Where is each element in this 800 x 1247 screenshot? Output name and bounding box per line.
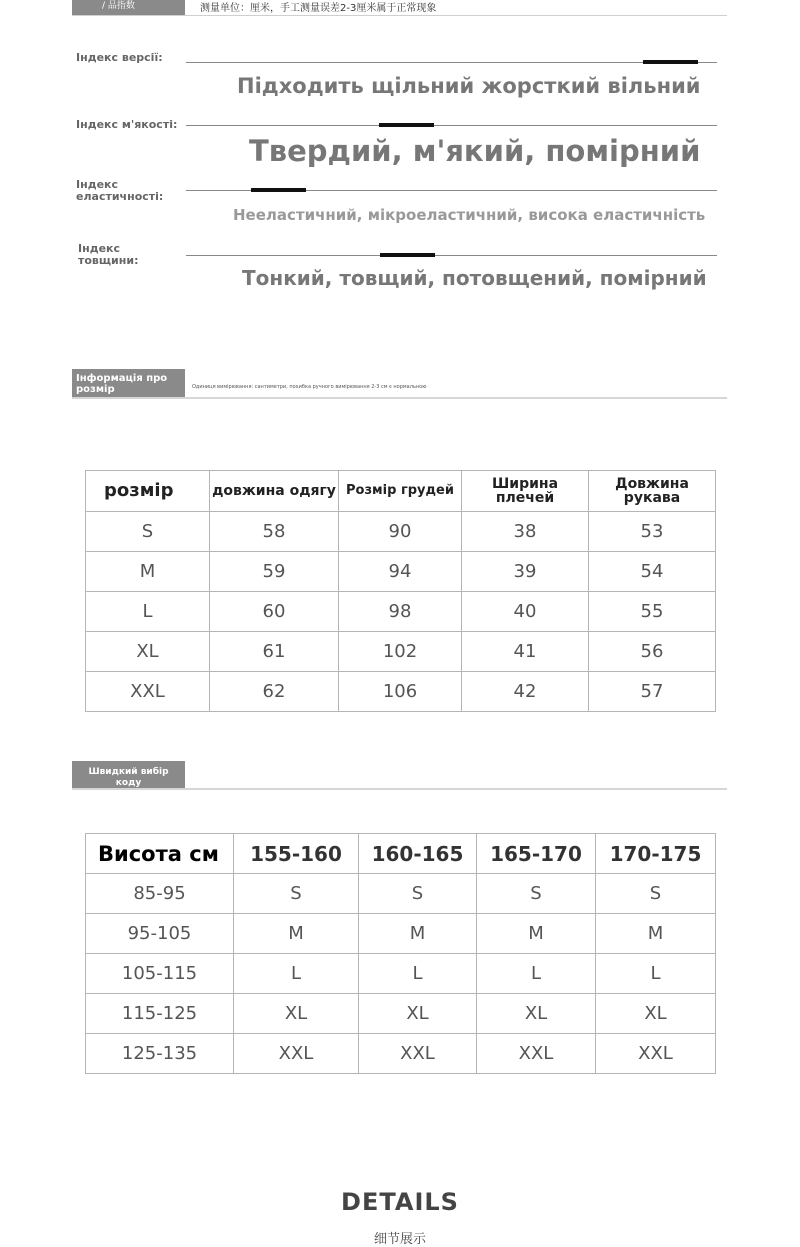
size-info-tab <box>72 369 185 398</box>
table-cell: 38 <box>462 512 589 552</box>
quick-select-tab <box>72 761 185 790</box>
table-cell: 102 <box>339 632 462 672</box>
table-cell: XXL <box>234 1034 359 1074</box>
details-title: DETAILS <box>341 1188 459 1216</box>
table-cell: 41 <box>462 632 589 672</box>
table-cell: L <box>359 954 477 994</box>
table-row <box>86 874 716 914</box>
elasticity-index-label: Індекс еластичності: <box>76 178 164 203</box>
table-cell: 39 <box>462 552 589 592</box>
table-row <box>86 552 716 592</box>
table-cell: 59 <box>210 552 339 592</box>
table-cell: XL <box>477 994 596 1034</box>
table-cell: XL <box>596 994 716 1034</box>
table-row <box>86 954 716 994</box>
quick-size-table <box>85 833 716 1074</box>
table-cell: 55 <box>589 592 716 632</box>
table-cell: 56 <box>589 632 716 672</box>
table-cell: S <box>359 874 477 914</box>
softness-index-scale <box>186 125 717 126</box>
softness-index-marker <box>379 123 434 127</box>
thickness-index-marker <box>380 253 435 257</box>
table-row <box>86 512 716 552</box>
table-row <box>86 592 716 632</box>
table-cell: S <box>477 874 596 914</box>
table-row <box>86 1034 716 1074</box>
quick-header-cell: 170-175 <box>596 834 716 874</box>
version-index-scale <box>186 62 717 63</box>
thickness-index-label: Індекс товщини: <box>78 242 139 267</box>
quick-header-cell: Висота см <box>86 834 234 874</box>
table-cell: 40 <box>462 592 589 632</box>
table-cell: 115-125 <box>86 994 234 1034</box>
table-row <box>86 994 716 1034</box>
elasticity-index-description: Нееластичний, мікроеластичний, висока еластичність <box>233 206 706 224</box>
table-cell: XL <box>359 994 477 1034</box>
table-cell: S <box>596 874 716 914</box>
table-cell: 42 <box>462 672 589 712</box>
elasticity-index-marker <box>251 188 306 192</box>
table-cell: L <box>477 954 596 994</box>
thickness-index-description: Тонкий, товщий, потовщений, помірний <box>242 266 707 290</box>
table-cell: 53 <box>589 512 716 552</box>
table-cell: 60 <box>210 592 339 632</box>
size-header-cell: Ширина плечей <box>462 471 589 512</box>
table-cell: 57 <box>589 672 716 712</box>
thickness-index-scale <box>186 255 717 256</box>
table-cell: 106 <box>339 672 462 712</box>
table-cell: L <box>86 592 210 632</box>
table-cell: M <box>477 914 596 954</box>
table-cell: XXL <box>596 1034 716 1074</box>
table-cell: M <box>86 552 210 592</box>
quick-header-cell: 165-170 <box>477 834 596 874</box>
table-cell: 58 <box>210 512 339 552</box>
table-cell: M <box>596 914 716 954</box>
table-cell: 61 <box>210 632 339 672</box>
quick-header-cell: 160-165 <box>359 834 477 874</box>
table-cell: 105-115 <box>86 954 234 994</box>
table-row <box>86 672 716 712</box>
quick-header-cell: 155-160 <box>234 834 359 874</box>
table-cell: XL <box>234 994 359 1034</box>
size-info-title: Інформація про розмір <box>76 373 168 395</box>
table-cell: 98 <box>339 592 462 632</box>
index-section-tab-label: / 品指数 <box>102 1 135 11</box>
size-header-cell: розмір <box>86 471 210 512</box>
table-cell: S <box>86 512 210 552</box>
version-index-label: Індекс версії: <box>76 51 163 64</box>
table-cell: XL <box>86 632 210 672</box>
table-cell: 125-135 <box>86 1034 234 1074</box>
table-cell: 95-105 <box>86 914 234 954</box>
table-cell: XXL <box>359 1034 477 1074</box>
measure-note: 测量单位：厘米，手工测量误差2-3厘米属于正常现象 <box>200 3 437 14</box>
details-subtitle: 细节展示 <box>373 1232 426 1247</box>
size-header-cell: Довжина рукава <box>589 471 716 512</box>
table-cell: S <box>234 874 359 914</box>
size-header-cell: Розмір грудей <box>339 471 462 512</box>
quick-select-divider <box>72 788 727 790</box>
table-cell: M <box>359 914 477 954</box>
softness-index-label: Індекс м'якості: <box>76 118 178 131</box>
table-row <box>86 914 716 954</box>
index-section-tab <box>72 0 185 15</box>
size-info-divider <box>72 397 727 399</box>
table-cell: L <box>234 954 359 994</box>
version-index-description: Підходить щільний жорсткий вільний <box>237 74 701 98</box>
table-cell: 94 <box>339 552 462 592</box>
table-row <box>86 632 716 672</box>
quick-select-title: Швидкий вибір коду <box>88 767 169 788</box>
size-table-header <box>86 471 716 512</box>
table-cell: 54 <box>589 552 716 592</box>
quick-table-header <box>86 834 716 874</box>
table-cell: M <box>234 914 359 954</box>
size-header-cell: довжина одягу <box>210 471 339 512</box>
table-cell: 62 <box>210 672 339 712</box>
table-cell: 90 <box>339 512 462 552</box>
table-cell: XXL <box>86 672 210 712</box>
table-cell: L <box>596 954 716 994</box>
version-index-marker <box>643 60 698 64</box>
table-cell: XXL <box>477 1034 596 1074</box>
table-cell: 85-95 <box>86 874 234 914</box>
size-table <box>85 470 716 712</box>
top-divider <box>72 15 727 16</box>
softness-index-description: Твердий, м'який, помірний <box>249 134 701 168</box>
size-info-note: Одиниця вимірювання: сантиметри, похибка ручного вимірювання 2-3 см є нормальною <box>192 384 427 390</box>
